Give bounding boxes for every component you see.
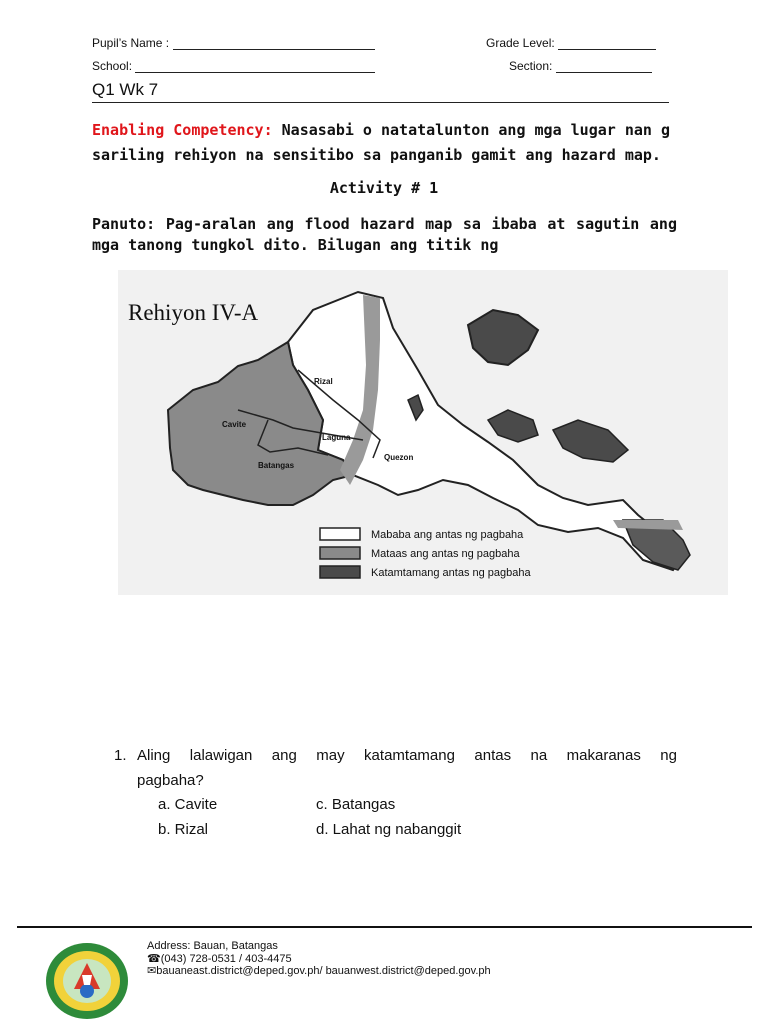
competency-line-1 — [92, 118, 692, 142]
footer-address: Address: Bauan, Batangas — [147, 940, 278, 952]
question-text-1: Aling lalawigan ang may katamtamang antas na makaranas ng — [137, 747, 677, 764]
legend-swatch-medium — [320, 566, 360, 578]
competency-label: Enabling Competency: — [92, 121, 273, 139]
school-seal-logo — [44, 941, 130, 1021]
flood-hazard-map — [118, 270, 728, 595]
legend-label-high: Mataas ang antas ng pagbaha — [371, 548, 520, 560]
footer-phone-row — [147, 953, 491, 966]
section-row — [509, 59, 652, 73]
section-blank[interactable] — [556, 60, 652, 73]
map-label-cavite: Cavite — [222, 420, 247, 429]
legend-swatch-high — [320, 547, 360, 559]
phone-icon: ☎ — [147, 952, 161, 965]
legend-swatch-low — [320, 528, 360, 540]
instructions-line-1: Panuto: Pag-aralan ang flood hazard map sa ibaba at sagutin ang — [92, 215, 677, 233]
legend-label-low: Mababa ang antas ng pagbaha — [371, 529, 524, 541]
week-label: Q1 Wk 7 — [92, 80, 159, 99]
legend-label-medium: Katamtamang antas ng pagbaha — [371, 567, 531, 579]
choice-a[interactable]: a. Cavite — [158, 796, 218, 813]
question-text-2: pagbaha? — [137, 772, 204, 789]
grade-level-row — [486, 36, 656, 50]
school-row — [92, 59, 375, 73]
map-label-rizal: Rizal — [314, 377, 333, 386]
footer-email[interactable]: bauaneast.district@deped.gov.ph/ bauanwest.district@deped.gov.ph — [156, 965, 491, 977]
activity-title: Activity # 1 — [329, 179, 439, 197]
instructions-line-2: mga tanong tungkol dito. Bilugan ang titik ng — [92, 236, 499, 254]
school-label: School: — [92, 59, 133, 73]
choice-c[interactable]: c. Batangas — [316, 796, 396, 813]
footer-email-row — [147, 965, 491, 978]
map-title: Rehiyon IV-A — [128, 300, 259, 325]
footer-rule — [17, 926, 752, 928]
competency-text-2: sariling rehiyon na sensitibo sa panganib gamit ang hazard map. — [92, 146, 661, 164]
school-blank[interactable] — [135, 60, 375, 73]
map-label-batangas: Batangas — [258, 461, 295, 470]
section-label: Section: — [509, 59, 553, 73]
map-label-quezon: Quezon — [384, 453, 414, 462]
footer-contact — [147, 940, 491, 978]
footer-phone: (043) 728-0531 / 403-4475 — [160, 952, 292, 965]
pupil-name-label: Pupil’s Name : — [92, 36, 170, 50]
pupil-name-row — [92, 36, 375, 50]
grade-level-label: Grade Level: — [486, 36, 555, 50]
pupil-name-blank[interactable] — [173, 37, 375, 50]
choice-b[interactable]: b. Rizal — [158, 821, 209, 838]
competency-text-1: Nasasabi o natatalunton ang mga lugar nan g — [281, 121, 670, 139]
choice-d[interactable]: d. Lahat ng nabanggit — [316, 821, 462, 838]
map-label-laguna: Laguna — [322, 433, 351, 442]
mail-icon: ✉ — [147, 965, 157, 977]
map-graphic — [118, 270, 728, 595]
question-number: 1. — [114, 747, 127, 764]
header-rule — [92, 102, 669, 103]
grade-level-blank[interactable] — [558, 37, 656, 50]
